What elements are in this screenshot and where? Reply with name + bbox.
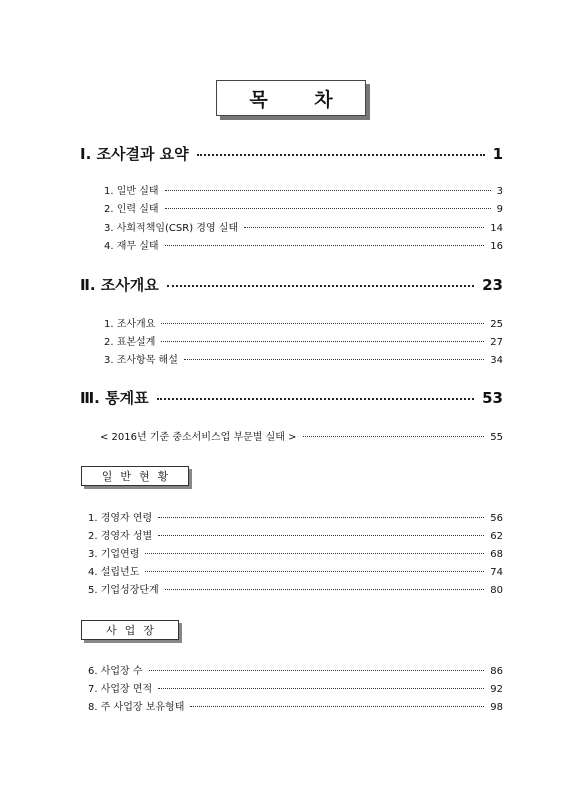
item-label: 7. 사업장 면적	[88, 684, 153, 695]
toc-section-2[interactable]	[80, 274, 503, 295]
dot-leader	[165, 245, 485, 246]
item-page: 25	[490, 319, 503, 330]
toc-item[interactable]	[88, 563, 503, 578]
dot-leader	[244, 227, 484, 228]
item-page: 16	[490, 241, 503, 252]
toc-item[interactable]	[88, 581, 503, 596]
item-page: 9	[496, 204, 503, 215]
item-page: 27	[490, 337, 503, 348]
item-label: 3. 사회적책임(CSR) 경영 실태	[104, 223, 239, 234]
toc-item[interactable]	[104, 182, 503, 197]
section-page: 23	[482, 276, 503, 294]
toc-item[interactable]	[88, 545, 503, 560]
item-label: 4. 재무 실태	[104, 241, 159, 252]
item-label: 3. 조사항목 해설	[104, 355, 178, 366]
item-page: 86	[490, 666, 503, 677]
dot-leader	[190, 706, 484, 707]
dot-leader	[165, 208, 491, 209]
dot-leader	[167, 285, 474, 287]
toc-title: 목 차	[249, 88, 353, 111]
item-page: 92	[490, 684, 503, 695]
item-label: 6. 사업장 수	[88, 666, 143, 677]
item-page: 80	[490, 585, 503, 596]
group-label-box	[81, 466, 189, 486]
toc-item[interactable]	[104, 200, 503, 215]
item-label: 2. 경영자 성별	[88, 531, 153, 542]
toc-item[interactable]	[104, 315, 503, 330]
toc-item[interactable]	[88, 698, 503, 713]
dot-leader	[149, 670, 485, 671]
item-label: < 2016년 기준 중소서비스업 부문별 실태 >	[100, 432, 297, 443]
dot-leader	[157, 398, 475, 400]
dot-leader	[158, 517, 484, 518]
toc-section-3[interactable]	[80, 387, 503, 408]
dot-leader	[303, 436, 485, 437]
item-page: 56	[490, 513, 503, 524]
item-label: 1. 일반 실태	[104, 186, 159, 197]
group-label: 사업장	[106, 624, 162, 637]
dot-leader	[165, 589, 485, 590]
item-page: 55	[490, 432, 503, 443]
section-page: 1	[492, 145, 503, 163]
item-label: 5. 기업성장단계	[88, 585, 159, 596]
item-page: 34	[490, 355, 503, 366]
toc-item[interactable]	[100, 428, 503, 443]
group-label: 일반현황	[101, 470, 177, 483]
item-page: 98	[490, 702, 503, 713]
toc-item[interactable]	[104, 351, 503, 366]
toc-item[interactable]	[88, 509, 503, 524]
section-page: 53	[482, 389, 503, 407]
toc-item[interactable]	[104, 219, 503, 234]
item-page: 14	[490, 223, 503, 234]
dot-leader	[158, 535, 484, 536]
dot-leader	[158, 688, 484, 689]
item-label: 1. 조사개요	[104, 319, 156, 330]
toc-title-box	[216, 80, 366, 116]
toc-item[interactable]	[104, 237, 503, 252]
toc-item[interactable]	[88, 527, 503, 542]
item-label: 4. 설립년도	[88, 567, 140, 578]
section-label: Ⅲ. 통계표	[80, 389, 149, 407]
toc-item[interactable]	[104, 333, 503, 348]
toc-item[interactable]	[88, 680, 503, 695]
item-page: 3	[496, 186, 503, 197]
toc-section-1[interactable]	[80, 143, 503, 164]
dot-leader	[165, 190, 491, 191]
toc-item[interactable]	[88, 662, 503, 677]
item-label: 1. 경영자 연령	[88, 513, 153, 524]
section-label: Ⅱ. 조사개요	[80, 276, 159, 294]
dot-leader	[197, 154, 485, 156]
group-label-box	[81, 620, 179, 640]
section-label: Ⅰ. 조사결과 요약	[80, 145, 189, 163]
dot-leader	[145, 553, 484, 554]
item-page: 62	[490, 531, 503, 542]
item-label: 3. 기업연령	[88, 549, 140, 560]
item-label: 2. 표본설계	[104, 337, 156, 348]
dot-leader	[161, 341, 484, 342]
item-label: 8. 주 사업장 보유형태	[88, 702, 185, 713]
item-label: 2. 인력 실태	[104, 204, 159, 215]
dot-leader	[161, 323, 484, 324]
dot-leader	[145, 571, 484, 572]
item-page: 74	[490, 567, 503, 578]
dot-leader	[184, 359, 484, 360]
item-page: 68	[490, 549, 503, 560]
